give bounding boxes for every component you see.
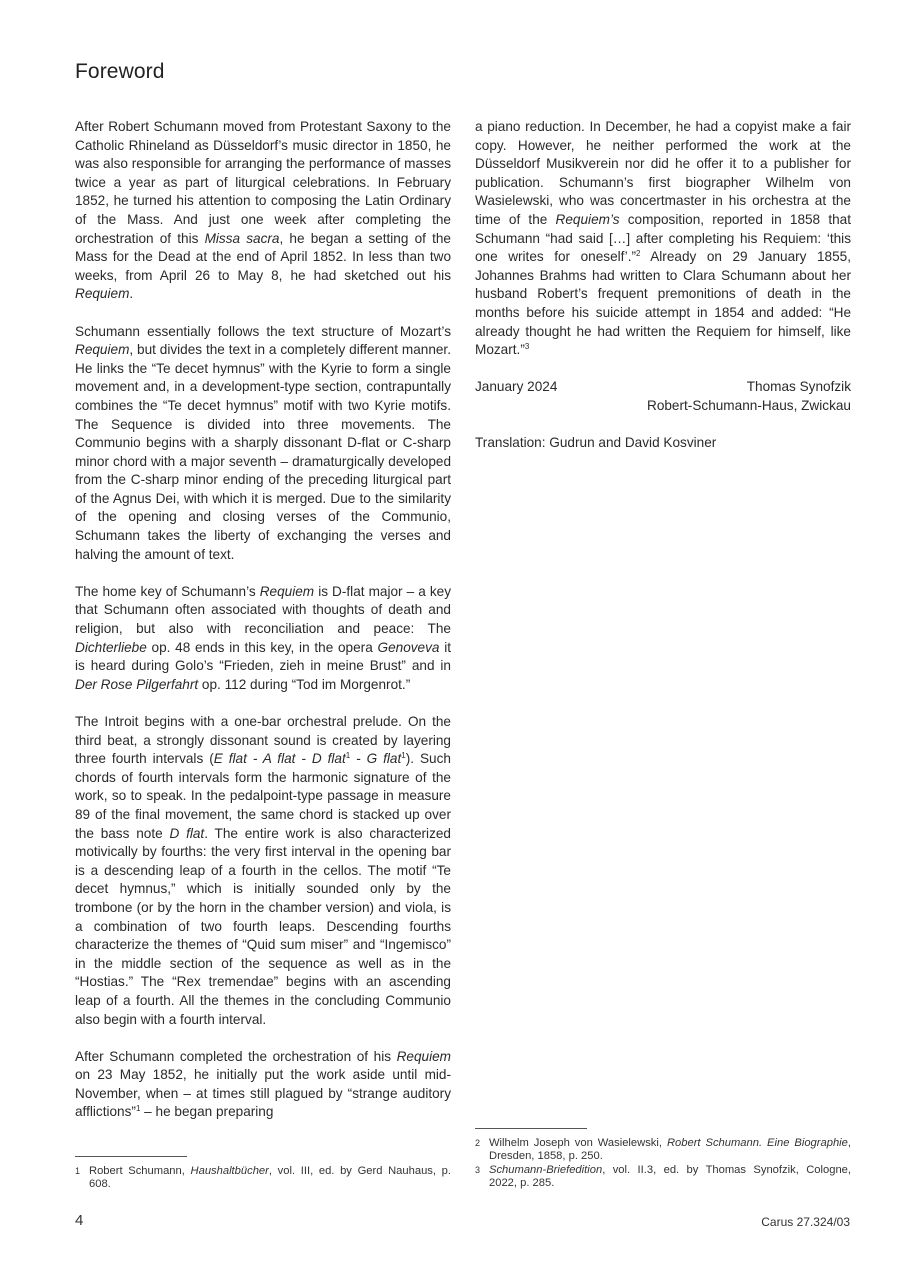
right-column <box>475 118 851 453</box>
text: a piano reduction. In December, he had a copyist make a fair copy. However, he neither performed the work at the Düsseldorf Musikverein nor did he offer it to a publisher for publication. Schumann’s first biographer Wilhelm von Wasielewski, who was concertmaster in his orchestra at the time of the <box>475 119 851 227</box>
signature-block <box>475 378 851 415</box>
footnote-number: 3 <box>475 1164 481 1175</box>
italic-text: Requiem <box>259 583 315 599</box>
footnote-number: 1 <box>75 1166 81 1176</box>
paragraph-3 <box>75 583 451 695</box>
text: , he began a setting of the Mass for the Dead at the end of April 1852. In less than two weeks, from April 26 to May 8, he had sketched out his <box>75 230 451 283</box>
text: composition, reported in 1858 that Schumann “had said […] after completing his Requiem: ‘this one writes for oneself’.” <box>475 211 852 265</box>
footnotes-right <box>475 1128 851 1191</box>
italic-text: Genoveva <box>377 639 440 655</box>
text: , vol. III, ed. by Gerd Nauhaus, p. 608. <box>89 1165 451 1191</box>
text: op. 112 during “Tod im Morgenrot.” <box>198 676 411 692</box>
text: Robert Schumann, <box>89 1165 191 1177</box>
italic-text: Requiem <box>75 286 130 302</box>
text: . <box>129 286 134 302</box>
italic-text: Dichterliebe <box>75 639 147 655</box>
text: After Schumann completed the orchestration of his <box>75 1048 397 1064</box>
italic-text: Requiem <box>396 1048 451 1064</box>
signature-affiliation: Robert-Schumann-Haus, Zwickau <box>647 397 851 413</box>
text: After Robert Schumann moved from Protestant Saxony to the Catholic Rhineland as Düsseldorf’s music director in 1850, he was also responsible for arranging the performance of masses twice a year as part of liturgical celebrations. In February 1852, he turned his attention to composing the Latin Ordinary of the Mass. And just one week after completing the orchestration of this <box>75 119 451 246</box>
footnote-ref-3[interactable]: 3 <box>524 342 530 352</box>
text: Already on 29 January 1855, Johannes Brahms had written to Clara Schumann about her husband Robert’s frequent premonitions of death in the months before his suicide attempt in 1854 and added: “He already thought he had written the Requiem for himself, like Mozart.” <box>475 249 851 358</box>
footnote-ref-1[interactable]: 1 <box>135 1104 141 1114</box>
italic-text: Requiem <box>75 342 130 358</box>
text: . The entire work is also characterized motivically by fourths: the very first interval in the opening bar is a descending leap of a fourth in the cellos. The motif “Te decet hymnus,” which is initially sounded only by the trombone (or by the horn in the chamber version) and viola, is a combination of two fourth leaps. Descending fourths characterize the themes of “Quid sum miser” and “Ingemisco” in the middle section of the sequence as well as in the “Hostias.” The “Rex tremendae” begins with an ascending leap of a fourth. All the themes in the concluding Communio also begin with a fourth interval. <box>75 825 451 1027</box>
page-title: Foreword <box>75 60 165 83</box>
catalog-number: Carus 27.324/03 <box>761 1215 850 1229</box>
footnote-ref-2[interactable]: 2 <box>636 249 641 259</box>
translation-credit: Translation: Gudrun and David Kosviner <box>475 435 717 451</box>
italic-text: Der Rose Pilgerfahrt <box>75 676 199 692</box>
italic-text: D flat <box>169 825 205 841</box>
text: , but divides the text in a completely different manner. He links the “Te decet hymnus” with the Kyrie to form a single movement and, in a development-type section, contrapuntally combines the “Te decet hymnus” motif with two Kyrie motifs. The Sequence is divided into three movements. The Communio begins with a sharply dissonant D-flat or C-sharp minor chord with a major seventh – dramaturgically developed from the C-sharp minor ending of the preceding liturgical part of the Agnus Dei, with which it is merged. Due to the similarity of the opening and closing verses of the Communio, Schumann takes the liberty of exchanging the verses and halving the amount of text. <box>75 342 451 562</box>
paragraph-1 <box>75 118 451 304</box>
italic-text: Missa sacra <box>204 230 280 246</box>
footnote-2 <box>475 1137 851 1164</box>
text: The Introit begins with a one-bar orchestral prelude. On the third beat, a strongly dissonant sound is created by layering three fourth intervals ( <box>75 714 451 767</box>
text: , vol. II.3, ed. by Thomas Synofzik, Cologne, 2022, p. 285. <box>489 1163 851 1190</box>
text: it is heard during Golo’s “Frieden, zieh in meine Brust” and in <box>75 639 451 674</box>
text: ). Such chords of fourth intervals form the harmonic signature of the work, so to speak. In the pedalpoint-type passage in measure 89 of the final movement, the same chord is stacked up over the bass note <box>75 751 451 841</box>
text: is D-flat major – a key that Schumann often associated with thoughts of death and religion, but also with reconciliation and peace: The <box>75 583 451 637</box>
signature-author: Thomas Synofzik <box>746 379 851 395</box>
footnote-divider <box>75 1156 187 1157</box>
footnote-1 <box>75 1165 451 1192</box>
paragraph-2 <box>75 323 451 565</box>
text: – he began preparing <box>140 1104 274 1120</box>
signature-date: January 2024 <box>475 379 558 395</box>
paragraph-5 <box>75 1048 451 1122</box>
italic-text: E flat - A flat - D flat <box>213 751 346 767</box>
italic-text: Requiem’s <box>555 211 620 227</box>
text: The home key of Schumann’s <box>75 583 260 599</box>
left-column <box>75 118 451 1122</box>
page-number: 4 <box>75 1212 84 1229</box>
footnote-number: 2 <box>475 1138 481 1148</box>
italic-text: Schumann-Briefedition <box>489 1163 603 1176</box>
text: , Dresden, 1858, p. 250. <box>489 1137 851 1163</box>
text: Wilhelm Joseph von Wasielewski, <box>489 1137 667 1149</box>
superscript: 1 <box>345 751 351 761</box>
italic-text: - G flat <box>350 751 402 767</box>
text: on 23 May 1852, he initially put the work aside until mid-November, when – at times still plagued by “strange auditory afflictions” <box>75 1067 451 1120</box>
italic-text: Robert Schumann. Eine Biographie <box>666 1137 848 1149</box>
footnote-divider <box>475 1128 587 1129</box>
italic-text: Haushaltbücher <box>190 1165 269 1177</box>
footnote-3 <box>475 1164 851 1191</box>
text: Schumann essentially follows the text structure of Mozart’s <box>75 323 451 339</box>
text: op. 48 ends in this key, in the opera <box>146 639 378 655</box>
paragraph-4 <box>75 713 451 1029</box>
superscript: 1 <box>401 751 406 761</box>
footnotes-left <box>75 1156 451 1192</box>
paragraph-6 <box>475 118 851 360</box>
